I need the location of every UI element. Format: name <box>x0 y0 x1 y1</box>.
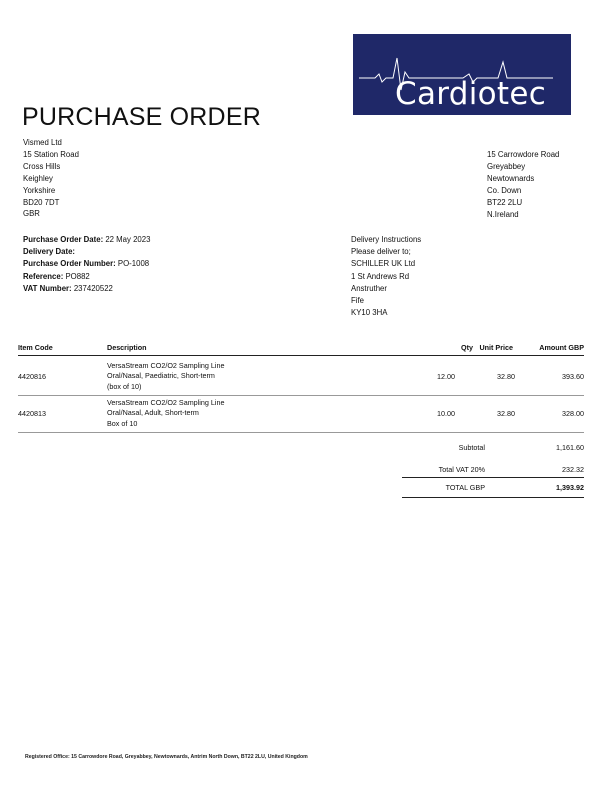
delivery-line: SCHILLER UK Ltd <box>351 259 416 269</box>
subtotal-value: 1,161.60 <box>556 443 584 452</box>
delivery-instructions <box>351 234 421 319</box>
company-address-line: Co. Down <box>487 185 522 195</box>
description-line: VersaStream CO2/O2 Sampling Line <box>107 361 225 370</box>
order-info <box>23 234 150 295</box>
vat-value: 232.32 <box>562 465 584 474</box>
company-address <box>487 149 559 220</box>
reference-label: Reference: <box>23 271 64 281</box>
delivery-heading: Delivery Instructions <box>351 235 422 244</box>
delivery-line: Fife <box>351 296 364 306</box>
row-amount: 393.60 <box>562 372 584 381</box>
header-unit-price: Unit Price <box>479 343 513 352</box>
supplier-address-line: Keighley <box>23 173 53 183</box>
header-qty: Qty <box>461 343 473 352</box>
subtotal-label: Subtotal <box>458 443 485 452</box>
supplier-address-line: BD20 7DT <box>23 197 60 207</box>
delivery-line: Anstruther <box>351 283 387 293</box>
row-qty: 12.00 <box>437 372 455 381</box>
vat-number-label: VAT Number: <box>23 283 72 293</box>
page-title: PURCHASE ORDER <box>22 103 261 131</box>
description-line: Box of 10 <box>107 418 138 428</box>
delivery-line: Please deliver to; <box>351 247 411 257</box>
header-description: Description <box>107 343 147 352</box>
description-line: Oral/Nasal, Paediatric, Short-term <box>107 371 215 381</box>
row-description <box>107 361 224 392</box>
order-date-label: Purchase Order Date: <box>23 235 104 244</box>
row-divider <box>18 395 584 396</box>
delivery-line: KY10 3HA <box>351 308 388 318</box>
vat-number-value: 237420522 <box>73 283 113 293</box>
supplier-address-line: Cross Hills <box>23 161 61 171</box>
row-item-code: 4420813 <box>18 409 46 418</box>
company-address-line: Greyabbey <box>487 161 526 171</box>
delivery-line: 1 St Andrews Rd <box>351 271 410 281</box>
delivery-date-label: Delivery Date: <box>23 247 76 257</box>
order-date-value: 22 May 2023 <box>105 235 151 244</box>
row-qty: 10.00 <box>437 409 455 418</box>
order-number-label: Purchase Order Number: <box>23 259 116 269</box>
order-number-value: PO-1008 <box>117 259 150 269</box>
supplier-address-line: Vismed Ltd <box>23 138 62 147</box>
order-number-row <box>23 258 150 270</box>
row-divider <box>18 432 584 433</box>
delivery-date-row <box>23 246 150 258</box>
vat-number-row <box>23 283 150 295</box>
order-date-row <box>23 234 150 246</box>
total-value: 1,393.92 <box>556 483 584 492</box>
company-address-line: N.Ireland <box>487 209 519 219</box>
logo-text: Cardiotec <box>395 76 547 112</box>
header-amount: Amount GBP <box>539 343 584 352</box>
vat-label: Total VAT 20% <box>438 465 485 474</box>
reference-value: PO882 <box>65 271 90 281</box>
supplier-address-line: Yorkshire <box>23 185 56 195</box>
supplier-address-line: GBR <box>23 209 40 219</box>
row-amount: 328.00 <box>562 409 584 418</box>
description-line: Oral/Nasal, Adult, Short-term <box>107 408 199 418</box>
description-line: (box of 10) <box>107 381 142 391</box>
table-header <box>18 343 584 353</box>
row-description <box>107 398 224 429</box>
description-line: VersaStream CO2/O2 Sampling Line <box>107 398 225 407</box>
header-divider <box>18 355 584 356</box>
total-top-line <box>402 477 584 478</box>
row-unit-price: 32.80 <box>497 372 515 381</box>
reference-row <box>23 271 150 283</box>
company-address-line: 15 Carrowdore Road <box>487 150 560 159</box>
supplier-address <box>23 137 79 220</box>
row-unit-price: 32.80 <box>497 409 515 418</box>
company-address-line: Newtownards <box>487 173 535 183</box>
footer-registered-office: Registered Office: 15 Carrowdore Road, Greyabbey, Newtownards, Antrim North Down, BT22 2LU, United Kingdom <box>25 754 308 760</box>
company-logo <box>353 34 571 115</box>
total-bottom-line <box>402 497 584 498</box>
row-item-code: 4420816 <box>18 372 46 381</box>
company-address-line: BT22 2LU <box>487 197 523 207</box>
header-item-code: Item Code <box>18 343 53 352</box>
supplier-address-line: 15 Station Road <box>23 149 79 159</box>
total-label: TOTAL GBP <box>445 483 485 492</box>
